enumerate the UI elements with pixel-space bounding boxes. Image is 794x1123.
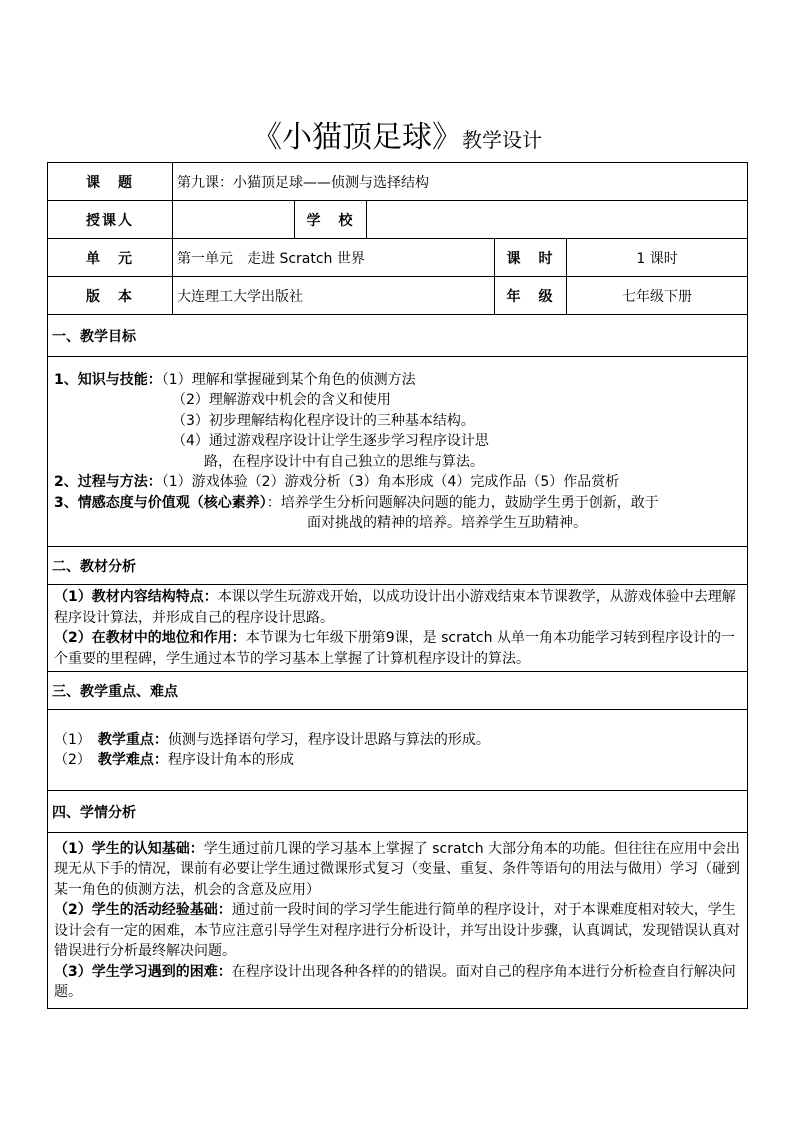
emotion-text-a: ：培养学生分析问题解决问题的能力，鼓励学生勇于创新，敢于 [266, 494, 659, 511]
textbook-position-text: 本节课为七年级下册第9课，是 scratch 从单一角本功能学习转到程序设计的一个重要的里程碑，学生通过本节的学习基本上掌握了计算机程序设计的算法。 [54, 630, 735, 667]
topic-value: 第九课：小猫顶足球——侦测与选择结构 [173, 163, 748, 201]
goal-emotion-line [54, 493, 741, 514]
section-3-heading: 三、教学重点、难点 [48, 672, 748, 710]
textbook-structure-label: （1）教材内容结构特点： [54, 589, 218, 605]
unit-label: 单 元 [48, 239, 173, 277]
knowledge-item-4b: 路，在程序设计中有自己独立的思维与算法。 [204, 453, 484, 470]
title-main: 《小猫顶足球》 [252, 120, 462, 155]
knowledge-item-3: （3）初步理解结构化程序设计的三种基本结构。 [172, 412, 475, 429]
section-4-body [48, 833, 748, 1009]
process-label: 2、过程与方法： [54, 474, 162, 490]
section-1-body [48, 357, 748, 547]
section-1-heading: 一、教学目标 [48, 315, 748, 357]
knowledge-label: 1、知识与技能： [54, 371, 162, 388]
hours-value: 1 课时 [567, 239, 748, 277]
difficulty-text: 程序设计角本的形成 [167, 752, 294, 768]
key-point-line [54, 730, 741, 751]
topic-label: 课 题 [48, 163, 173, 201]
section-2-header [48, 547, 748, 585]
textbook-position [54, 628, 741, 669]
section-2-body [48, 585, 748, 672]
teacher-value [173, 201, 295, 239]
key-point-text: 侦测与选择语句学习，程序设计思路与算法的形成。 [167, 731, 490, 748]
grade-label: 年 级 [495, 277, 567, 315]
difficulty-label: 教学难点： [97, 752, 168, 768]
section-4-header [48, 791, 748, 833]
learning-difficulty-text: 在程序设计出现各种各样的的错误。面对自己的程序角本进行分析检查自行解决问题。 [54, 963, 736, 1000]
lesson-plan-table [47, 162, 748, 1009]
knowledge-item-2: （2）理解游戏中机会的含义和使用 [172, 392, 391, 408]
title-sub: 教学设计 [462, 128, 542, 152]
hours-label: 课 时 [495, 239, 567, 277]
school-label: 学 校 [295, 201, 367, 239]
cognitive-basis-label: （1）学生的认知基础： [54, 840, 204, 857]
emotion-text-b: 面对挑战的精神的培养。培养学生互助精神。 [307, 515, 587, 531]
learning-difficulty-label: （3）学生学习遇到的困难： [54, 963, 232, 980]
grade-value: 七年级下册 [567, 277, 748, 315]
activity-experience-label: （2）学生的活动经验基础： [54, 902, 232, 918]
unit-value: 第一单元 走进 Scratch 世界 [173, 239, 495, 277]
row-edition [48, 277, 748, 315]
difficulty-num: （2） [54, 752, 98, 768]
section-3-header [48, 672, 748, 710]
key-point-label: 教学重点： [97, 731, 168, 748]
row-teacher [48, 201, 748, 239]
teacher-label: 授课人 [48, 201, 173, 239]
section-4-heading: 四、学情分析 [48, 791, 748, 833]
process-text: （1）游戏体验（2）游戏分析（3）角本形成（4）完成作品（5）作品赏析 [161, 474, 620, 490]
goal-process-line [54, 472, 741, 493]
activity-experience-text: 通过前一段时间的学习学生能进行简单的程序设计，对于本课难度相对较大，学生设计会有一定的困难，本节应注意引导学生对程序进行分析设计，并写出设计步骤，认真调试，发现错误认真对错误进行分析最终解决问题。 [54, 902, 740, 959]
textbook-analysis [48, 585, 748, 672]
section-3-body [48, 710, 748, 791]
row-topic [48, 163, 748, 201]
knowledge-item-1: （1）理解和掌握碰到某个角色的侦测方法 [161, 371, 416, 388]
teaching-goals [48, 357, 748, 547]
emotion-label: 3、情感态度与价值观（核心素养） [54, 494, 267, 511]
learning-difficulty [54, 962, 741, 1003]
cognitive-basis-text: 学生通过前几课的学习基本上掌握了 scratch 大部分角本的功能。但往往在应用中会出现无从下手的情况，课前有必要让学生通过微课形式复习（变量、重复、条件等语句的用法与做用）学习（碰到某一角色的侦测方法，机会的含意及应用） [54, 840, 741, 898]
activity-experience [54, 900, 741, 962]
textbook-position-label: （2）在教材中的地位和作用： [54, 630, 246, 646]
row-unit [48, 239, 748, 277]
key-point-num: （1） [54, 731, 98, 748]
edition-value: 大连理工大学出版社 [173, 277, 495, 315]
section-2-heading: 二、教材分析 [48, 547, 748, 585]
cognitive-basis [54, 839, 741, 901]
difficulty-line [54, 750, 741, 771]
goal-knowledge-line-1 [54, 370, 741, 391]
section-1-header [48, 315, 748, 357]
student-analysis [48, 833, 748, 1009]
edition-label: 版 本 [48, 277, 173, 315]
document-title [0, 112, 794, 156]
key-points [48, 710, 748, 791]
textbook-structure [54, 587, 741, 628]
textbook-structure-text: 本课以学生玩游戏开始，以成功设计出小游戏结束本节课教学，从游戏体验中去理解程序设计算法，并形成自己的程序设计思路。 [54, 589, 736, 626]
school-value [367, 201, 748, 239]
knowledge-item-4a: （4）通过游戏程序设计让学生逐步学习程序设计思 [172, 433, 489, 449]
